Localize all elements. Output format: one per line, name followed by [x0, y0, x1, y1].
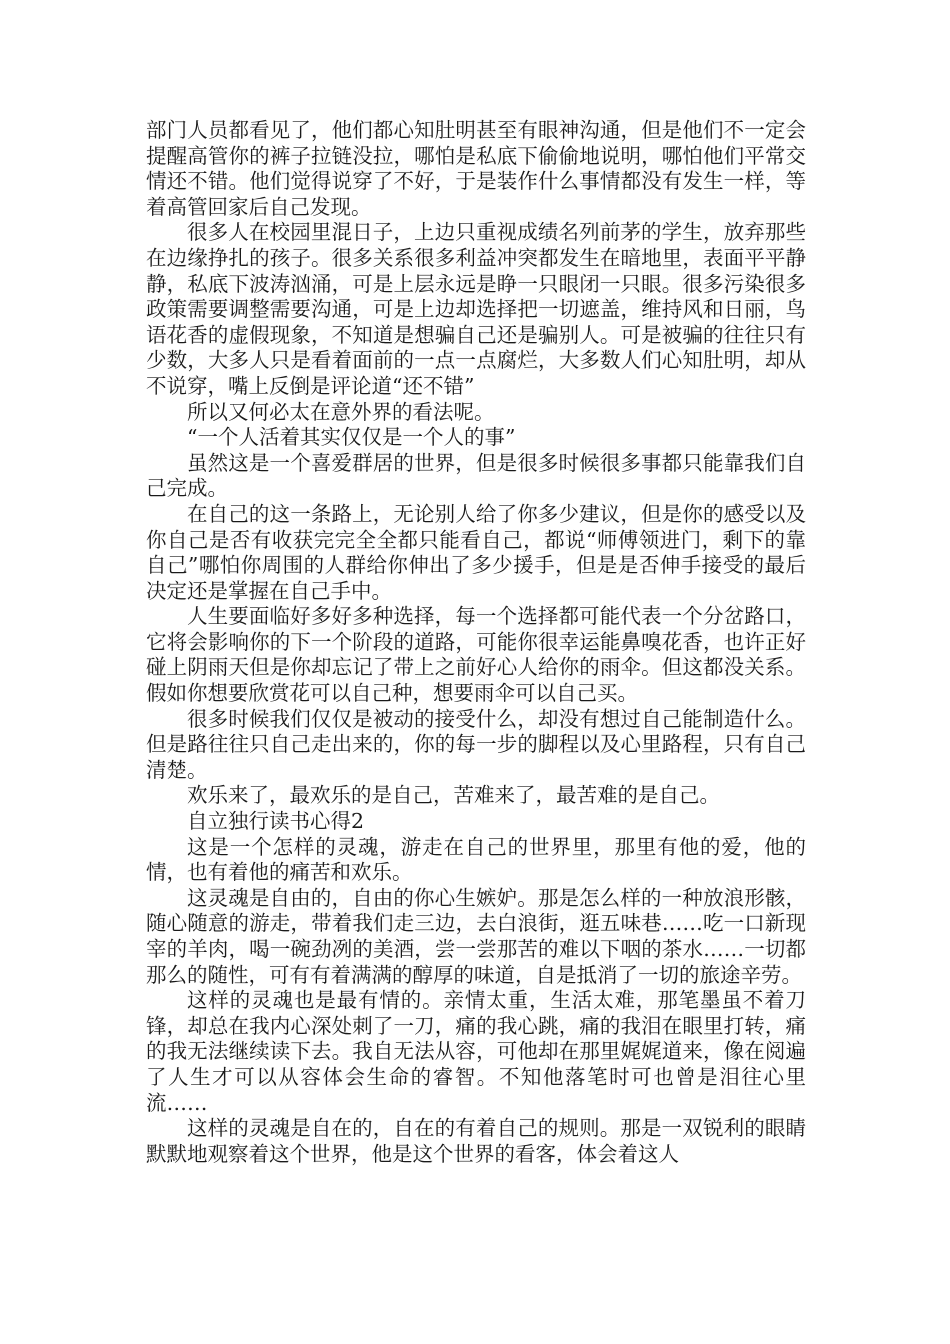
paragraph-5: 虽然这是一个喜爱群居的世界，但是很多时候很多事都只能靠我们自己完成。 [146, 450, 806, 501]
paragraph-11: 这是一个怎样的灵魂，游走在自己的世界里，那里有他的爱，他的情，也有着他的痛苦和欢乐。 [146, 834, 806, 885]
paragraph-12: 这灵魂是自由的，自由的你心生嫉妒。那是怎么样的一种放浪形骸，随心随意的游走，带着我们走三边，去白浪街，逛五味巷……吃一口新现宰的羊肉，喝一碗劲冽的美酒，尝一尝那苦的难以下咽的茶水……一切都那么的随性，可有有着满满的醇厚的味道，自是抵消了一切的旅途辛劳。 [146, 885, 806, 987]
document-body [146, 118, 806, 1167]
paragraph-8: 很多时候我们仅仅是被动的接受什么，却没有想过自己能制造什么。但是路往往只自己走出来的，你的每一步的脚程以及心里路程，只有自己清楚。 [146, 706, 806, 782]
section-heading: 自立独行读书心得2 [187, 809, 365, 834]
paragraph-13: 这样的灵魂也是最有情的。亲情太重，生活太难，那笔墨虽不着刀锋，却总在我内心深处刺了一刀，痛的我心跳，痛的我泪在眼里打转，痛的我无法继续读下去。我自无法从容，可他却在那里娓娓道来，像在阅遍了人生才可以从容体会生命的睿智。不知他落笔时可也曾是泪往心里流…… [146, 988, 806, 1115]
paragraph-4-quote: “一个人活着其实仅仅是一个人的事” [187, 425, 516, 450]
paragraph-9: 欢乐来了，最欢乐的是自己，苦难来了，最苦难的是自己。 [187, 783, 720, 808]
paragraph-2: 很多人在校园里混日子，上边只重视成绩名列前茅的学生，放弃那些在边缘挣扎的孩子。很多关系很多利益冲突都发生在暗地里，表面平平静静，私底下波涛汹涌，可是上层永远是睁一只眼闭一只眼。很多污染很多政策需要调整需要沟通，可是上边却选择把一切遮盖，维持风和日丽，鸟语花香的虚假现象，不知道是想骗自己还是骗别人。可是被骗的往往只有少数，大多人只是看着面前的一点一点腐烂，大多数人们心知肚明，却从不说穿，嘴上反倒是评论道“还不错” [146, 220, 806, 398]
paragraph-1: 部门人员都看见了，他们都心知肚明甚至有眼神沟通，但是他们不一定会提醒高管你的裤子拉链没拉，哪怕是私底下偷偷地说明，哪怕他们平常交情还不错。他们觉得说穿了不好，于是装作什么事情都没有发生一样，等着高管回家后自己发现。 [146, 118, 806, 219]
paragraph-14: 这样的灵魂是自在的，自在的有着自己的规则。那是一双锐利的眼睛默默地观察着这个世界，他是这个世界的看客，体会着这人 [146, 1116, 806, 1166]
paragraph-6: 在自己的这一条路上，无论别人给了你多少建议，但是你的感受以及你自己是否有收获完完全全都只能看自己，都说“师傅领进门，剩下的靠自己”哪怕你周围的人群给你伸出了多少援手，但是是否伸手接受的最后决定还是掌握在自己手中。 [146, 501, 806, 603]
paragraph-7: 人生要面临好多好多种选择，每一个选择都可能代表一个分岔路口，它将会影响你的下一个阶段的道路，可能你很幸运能鼻嗅花香，也许正好碰上阴雨天但是你却忘记了带上之前好心人给你的雨伞。但这都没关系。假如你想要欣赏花可以自己种，想要雨伞可以自己买。 [146, 604, 806, 706]
paragraph-3: 所以又何必太在意外界的看法呢。 [187, 399, 495, 424]
